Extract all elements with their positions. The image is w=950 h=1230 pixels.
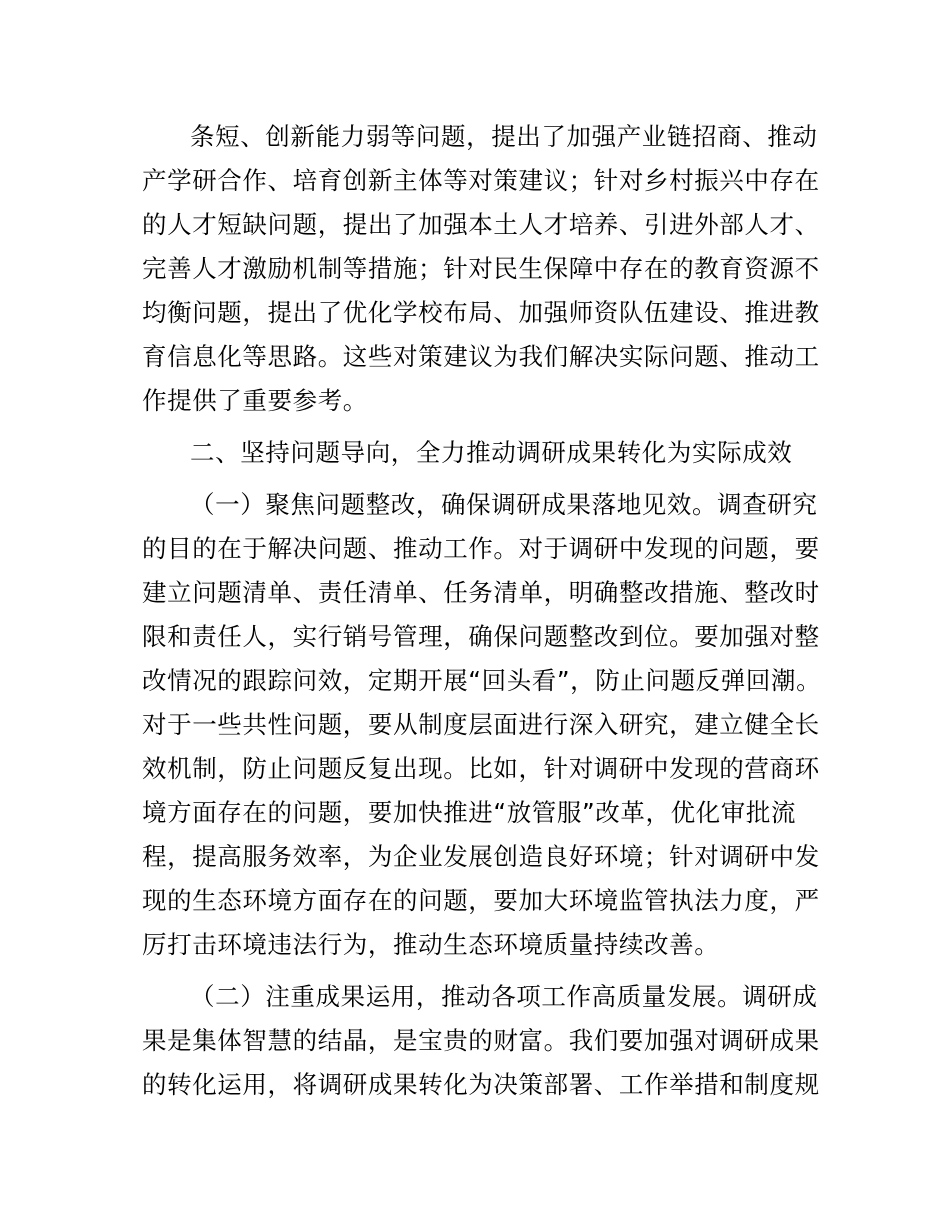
text-line: 限和责任人，实行销号管理，确保问题整改到位。要加强对整 xyxy=(142,622,820,651)
text-line: 现的生态环境方面存在的问题，要加大环境监管执法力度，严 xyxy=(142,886,820,915)
text-line: 的人才短缺问题，提出了加强本土人才培养、引进外部人才、 xyxy=(142,210,820,239)
text-line: 建立问题清单、责任清单、任务清单，明确整改措施、整改时 xyxy=(142,578,820,607)
text-line: 产学研合作、培育创新主体等对策建议；针对乡村振兴中存在 xyxy=(142,166,820,195)
text-line: 育信息化等思路。这些对策建议为我们解决实际问题、推动工 xyxy=(142,342,820,371)
subsection-heading-line: （二）注重成果运用，推动各项工作高质量发展。调研成 xyxy=(190,982,818,1011)
text-line: 条短、创新能力弱等问题，提出了加强产业链招商、推动 xyxy=(190,122,818,151)
section-heading: 二、坚持问题导向，全力推动调研成果转化为实际成效 xyxy=(190,438,793,467)
text-line: 程，提高服务效率，为企业发展创造良好环境；针对调研中发 xyxy=(142,842,820,871)
text-line: 的转化运用，将调研成果转化为决策部署、工作举措和制度规 xyxy=(142,1070,820,1099)
text-line: 均衡问题，提出了优化学校布局、加强师资队伍建设、推进教 xyxy=(142,298,820,327)
text-line: 作提供了重要参考。 xyxy=(142,386,368,415)
text-line: 对于一些共性问题，要从制度层面进行深入研究，建立健全长 xyxy=(142,710,820,739)
text-line: 的目的在于解决问题、推动工作。对于调研中发现的问题，要 xyxy=(142,534,820,563)
text-line: 厉打击环境违法行为，推动生态环境质量持续改善。 xyxy=(142,930,720,959)
text-line: 效机制，防止问题反复出现。比如，针对调研中发现的营商环 xyxy=(142,754,820,783)
text-line: 境方面存在的问题，要加快推进“放管服”改革，优化审批流 xyxy=(142,798,797,827)
text-line: 完善人才激励机制等措施；针对民生保障中存在的教育资源不 xyxy=(142,254,820,283)
text-line: 改情况的跟踪问效，定期开展“回头看”，防止问题反弹回潮。 xyxy=(142,666,822,695)
text-line: 果是集体智慧的结晶，是宝贵的财富。我们要加强对调研成果 xyxy=(142,1026,820,1055)
subsection-heading-line: （一）聚焦问题整改，确保调研成果落地见效。调查研究 xyxy=(190,490,818,519)
